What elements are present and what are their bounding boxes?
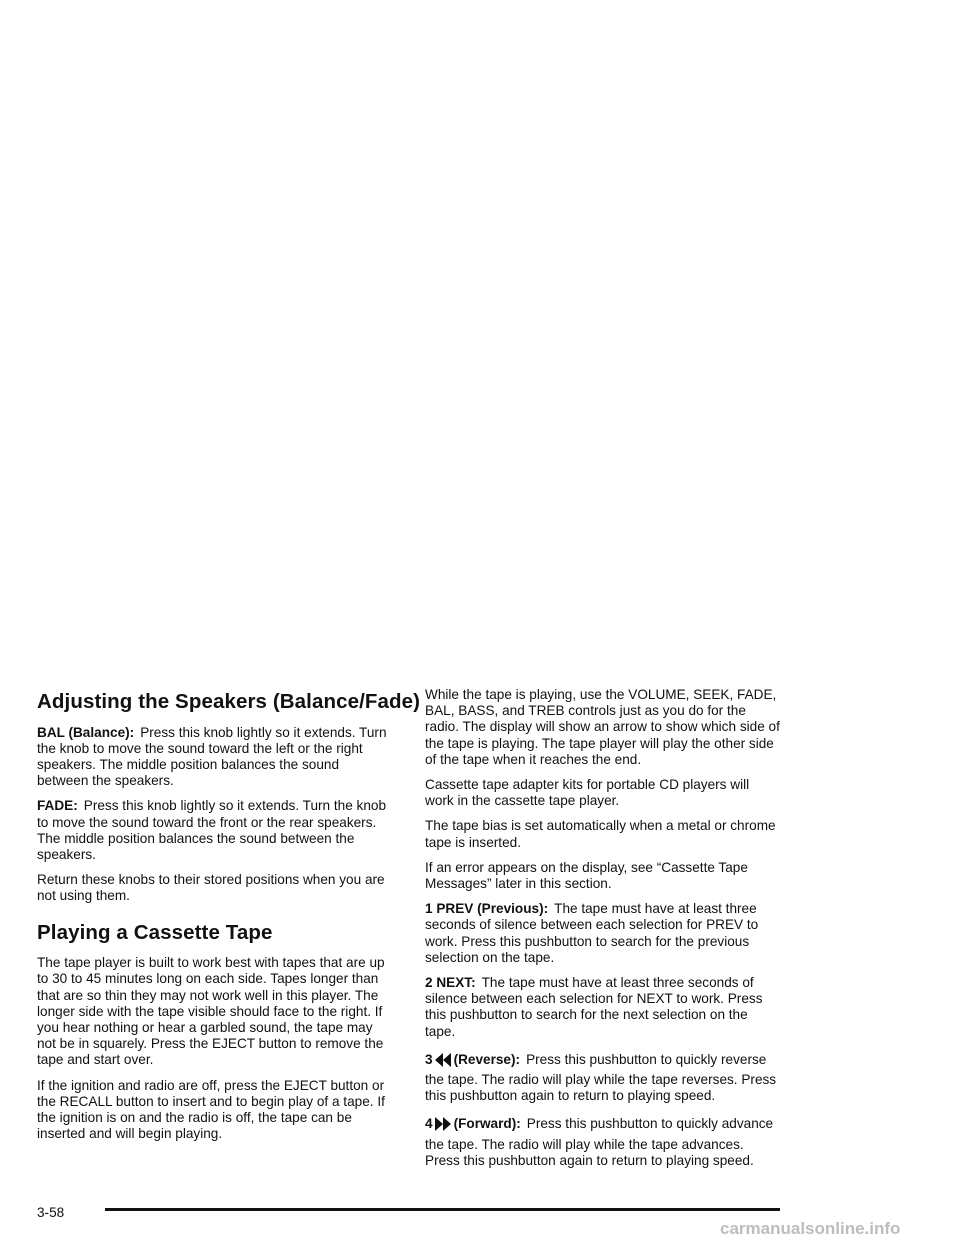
rewind-icon [434,1052,452,1072]
error-paragraph: If an error appears on the display, see “Cassette Tape Messages” later in this section. [425,859,748,892]
adapter-paragraph: Cassette tape adapter kits for portable CD players will work in the cassette tape player. [425,777,750,809]
next-term: 2 NEXT: [425,975,476,991]
forward-term: (Forward): [453,1116,521,1132]
left-column [37,690,421,1151]
tape-paragraph: The tape player is built to work best with tapes that are up to 30 to 45 minutes long on each side. Tapes longer than that are so thin they may not work well in this player. The longer side with the tape visible should face to the right. If you hear nothing or hear a garbled sound, the tape may not be in squarely. Press the EJECT button to remove the tape and start over. [37,955,385,1068]
bal-text: Press this knob lightly so it extends. Turn the knob to move the sound toward the left or the right speakers. The middle position balances the sound between the speakers. [37,724,387,789]
reverse-term: (Reverse): [453,1051,521,1067]
forward-number: 4 [425,1116,433,1132]
page-number: 3-58 [37,1205,65,1220]
bal-paragraph [37,725,393,790]
footer-rule [105,1208,780,1211]
forward-text: Press this pushbutton to quickly advance the tape. The radio will play while the tape advances. Press this pushbutton again to return to playing speed. [425,1116,774,1168]
section-heading-cassette: Playing a Cassette Tape [37,920,273,944]
prev-term: 1 PREV (Previous): [425,901,549,917]
prev-paragraph [425,901,781,966]
fade-text: Press this knob lightly so it extends. Turn the knob to move the sound toward the front or the rear speakers. The middle position balances the sound between the speakers. [37,798,387,863]
right-column [425,687,781,1178]
ignition-paragraph: If the ignition and radio are off, press the EJECT button or the RECALL button to insert and to begin play of a tape. If the ignition is on and the radio is off, the tape can be inserted and will begin playing. [37,1077,385,1142]
reverse-number: 3 [425,1051,433,1067]
bal-term: BAL (Balance): [37,724,135,740]
fast-forward-icon [434,1116,452,1136]
next-paragraph [425,975,781,1040]
playing-paragraph: While the tape is playing, use the VOLUME, SEEK, FADE, BAL, BASS, and TREB controls just as you do for the radio. The display will show an arrow to show which side of the tape is playing. The tape player will play the other side of the tape when it reaches the end. [425,687,780,767]
prev-text: The tape must have at least three seconds of silence between each selection for PREV to work. Press this pushbutton to search for the previous selection on the tape. [425,901,759,965]
bias-paragraph: The tape bias is set automatically when a metal or chrome tape is inserted. [425,818,776,850]
return-paragraph: Return these knobs to their stored positions when you are not using them. [37,872,385,904]
fade-term: FADE: [37,798,78,814]
fade-paragraph [37,798,393,863]
forward-paragraph [425,1116,781,1169]
reverse-paragraph [425,1052,781,1105]
watermark: carmanualsonline.info [720,1219,901,1238]
reverse-text: Press this pushbutton to quickly reverse the tape. The radio will play while the tape reverses. Press this pushbutton again to return to playing speed. [425,1051,777,1104]
next-text: The tape must have at least three seconds of silence between each selection for NEXT to work. Press this pushbutton to search for the next selection on the tape. [425,975,763,1039]
section-heading-balance-fade: Adjusting the Speakers (Balance/Fade) [37,690,421,713]
